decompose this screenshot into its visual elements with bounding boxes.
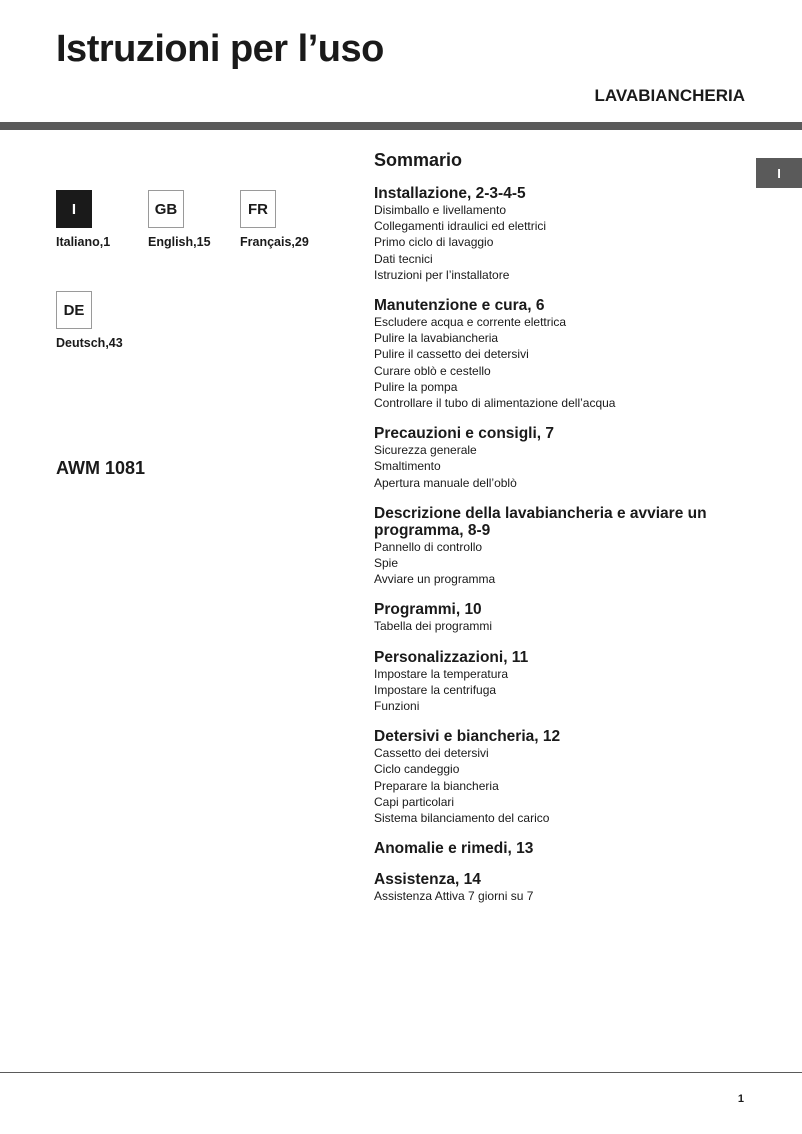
toc-item[interactable]: Escludere acqua e corrente elettrica [374,315,567,330]
toc-section-assistenza [374,871,754,904]
toc-item[interactable]: Pulire la lavabiancheria [374,331,499,346]
toc-item[interactable]: Pulire il cassetto dei detersivi [374,347,529,362]
language-francais[interactable] [240,190,330,249]
toc-section-detersivi [374,728,754,826]
toc-section-title[interactable]: Detersivi e biancheria, 12 [374,728,561,746]
toc-section-personalizzazioni [374,649,754,715]
header-divider [0,122,802,130]
toc-item[interactable]: Pannello di controllo [374,539,483,554]
toc-section-title[interactable]: Precauzioni e consigli, 7 [374,425,555,443]
toc-heading: Sommario [374,150,463,170]
toc-item[interactable]: Pulire la pompa [374,379,458,394]
toc-section-manutenzione [374,297,754,411]
toc-section-installazione [374,185,754,283]
toc-item[interactable]: Impostare la temperatura [374,666,509,681]
toc-item[interactable]: Preparare la biancheria [374,778,499,793]
toc-section-descrizione [374,505,754,588]
toc-item[interactable]: Capi particolari [374,794,455,809]
language-label[interactable]: Deutsch,43 [56,336,123,350]
table-of-contents [374,150,754,918]
toc-item[interactable]: Impostare la centrifuga [374,682,497,697]
toc-item[interactable]: Curare oblò e cestello [374,363,491,378]
toc-section-precauzioni [374,425,754,491]
toc-item[interactable]: Assistenza Attiva 7 giorni su 7 [374,889,534,904]
toc-item[interactable]: Ciclo candeggio [374,762,460,777]
language-code-box[interactable]: I [56,190,92,228]
toc-section-title[interactable]: Assistenza, 14 [374,871,481,889]
language-label[interactable]: Français,29 [240,235,309,249]
language-deutsch[interactable] [56,291,146,350]
language-code-box[interactable]: GB [148,190,184,228]
toc-section-title[interactable]: Descrizione della lavabiancheria e avviare un programma, 8-9 [374,504,707,539]
language-italiano[interactable] [56,190,146,249]
language-side-tab[interactable]: I [756,158,802,188]
language-label[interactable]: Italiano,1 [56,235,111,249]
product-name: LAVABIANCHERIA [594,86,745,105]
toc-item[interactable]: Sicurezza generale [374,443,477,458]
toc-section-title[interactable]: Installazione, 2-3-4-5 [374,185,526,202]
toc-item[interactable]: Spie [374,556,399,571]
footer-divider [0,1072,802,1073]
toc-item[interactable]: Dati tecnici [374,251,433,266]
toc-item[interactable]: Istruzioni per l’installatore [374,267,510,282]
toc-section-title[interactable]: Anomalie e rimedi, 13 [374,840,534,858]
toc-section-title[interactable]: Manutenzione e cura, 6 [374,297,545,315]
toc-item[interactable]: Avviare un programma [374,572,496,587]
language-code-box[interactable]: DE [56,291,92,329]
toc-item[interactable]: Sistema bilanciamento del carico [374,811,550,826]
toc-item[interactable]: Collegamenti idraulici ed elettrici [374,219,547,234]
model-number: AWM 1081 [56,458,146,478]
page-number: 1 [737,1093,744,1105]
toc-section-title[interactable]: Personalizzazioni, 11 [374,648,529,666]
page-title: Istruzioni per l’uso [56,28,384,70]
language-english[interactable] [148,190,238,249]
toc-item[interactable]: Apertura manuale dell’oblò [374,475,517,490]
toc-section-programmi [374,601,754,634]
toc-item[interactable]: Disimballo e livellamento [374,203,507,217]
toc-item[interactable]: Controllare il tubo di alimentazione dell’acqua [374,396,616,411]
language-label[interactable]: English,15 [148,235,211,249]
language-code-box[interactable]: FR [240,190,276,228]
toc-item[interactable]: Primo ciclo di lavaggio [374,235,494,250]
toc-item[interactable]: Cassetto dei detersivi [374,746,489,761]
toc-item[interactable]: Funzioni [374,699,420,714]
toc-item[interactable]: Smaltimento [374,459,441,474]
toc-item[interactable]: Tabella dei programmi [374,619,493,634]
toc-section-title[interactable]: Programmi, 10 [374,601,482,619]
toc-section-anomalie [374,840,754,857]
